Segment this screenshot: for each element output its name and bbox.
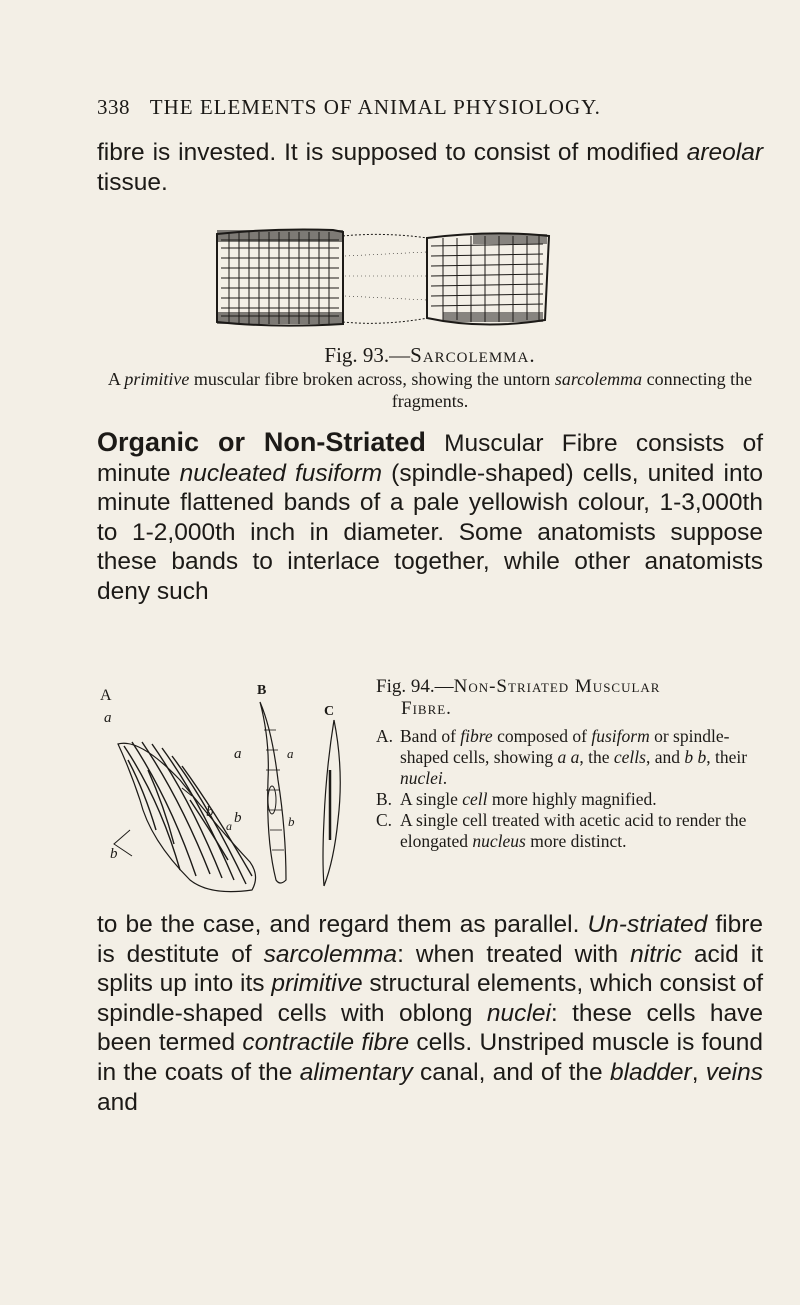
fig94-label-b-b: b (288, 814, 295, 829)
fig94-label-C: C (324, 704, 335, 719)
item-label: A. (376, 726, 394, 746)
item-text: more highly magnified. (487, 789, 657, 809)
p3-text: to be the case, and regard them as parallel. (97, 911, 588, 938)
p3-italic: nitric (630, 940, 682, 968)
item-label: B. (376, 789, 393, 809)
p3-text: cells. Unstriped muscle is found in the coats of the (97, 1029, 763, 1086)
running-title: THE ELEMENTS OF ANIMAL PHYSIOLOGY. (149, 95, 601, 119)
item-text: A single cell treated with acetic acid to render the elongated (400, 810, 747, 851)
p3-text: , (691, 1058, 706, 1086)
item-italic: nucleus (472, 831, 526, 851)
p2-heading: Organic or Non-Striated (97, 427, 426, 457)
p3-italic: nuclei (486, 999, 551, 1027)
p3-italic: alimentary (299, 1058, 413, 1086)
figure-93-title: Sarcolemma. (410, 343, 536, 367)
running-header (97, 95, 737, 120)
item-text: more distinct. (525, 831, 627, 851)
fig94-label-B: B (257, 683, 267, 698)
fig94-label-a-mid: a (234, 746, 242, 762)
p3-text: : when treated with (397, 940, 631, 968)
f93-legend-italic-2: sarcolemma (554, 369, 643, 389)
item-text: or spindle-shaped cells, showing (400, 726, 730, 767)
p3-italic: bladder (609, 1058, 692, 1086)
figure-94-number: Fig. 94.— (376, 676, 454, 697)
figure-94-item-B (376, 789, 766, 810)
fig94-label-a-top: a (104, 710, 112, 726)
p1-italic-areolar: areolar (686, 139, 763, 166)
fig94-label-A: A (100, 687, 112, 704)
item-italic: nuclei (400, 768, 443, 788)
f93-legend-text-3: connecting the fragments. (391, 369, 753, 411)
figure-94-title (376, 676, 766, 698)
item-body (400, 810, 766, 852)
p1-text-1: fibre is invested. It is supposed to consist of modified (97, 139, 687, 166)
fig94-label-b-c: b (110, 846, 118, 862)
p2-text-1: Muscular Fibre consists of minute (97, 430, 764, 487)
p3-italic: Un-striated (587, 911, 708, 938)
item-label: C. (376, 810, 393, 830)
p2-italic-1: nucleated fusiform (179, 459, 383, 487)
p3-text: structural elements, which consist of spindle-shaped cells with oblong (97, 970, 763, 1027)
item-text: , their (706, 747, 748, 767)
p3-italic: primitive (271, 970, 363, 998)
item-text: , and (645, 747, 685, 767)
p3-text: and (97, 1088, 138, 1116)
figure-94-title-line1: Non-Striated Muscular (453, 676, 661, 697)
item-text: composed of (492, 726, 592, 746)
figure-93-number: Fig. 93.— (324, 343, 411, 367)
fig94-label-b-right: b (206, 804, 214, 820)
p1-text-2: tissue. (97, 168, 168, 196)
item-text: Band of (400, 726, 461, 746)
figure-93-legend (97, 368, 763, 412)
paragraph-2 (97, 428, 763, 607)
f93-legend-text-2: muscular fibre broken across, showing the untorn (189, 369, 555, 389)
item-italic: cell (462, 789, 488, 809)
non-striated-fibre-illustration (100, 680, 360, 900)
item-body (400, 726, 766, 789)
item-italic: cells (613, 747, 646, 767)
item-italic: b b (684, 747, 707, 767)
figure-93-caption (97, 343, 763, 368)
p3-italic: sarcolemma (263, 940, 398, 968)
item-italic: a a (557, 747, 580, 767)
fig94-label-b-left: b (234, 810, 242, 826)
fig94-label-a-low: a (226, 819, 232, 833)
figure-94-title-line2: Fibre. (401, 698, 452, 719)
paragraph-1 (97, 138, 763, 197)
item-text: , the (579, 747, 614, 767)
p2-text-2: (spindle-shaped) cells, united into minute flattened bands of a pale yellowish colour, 1-3,000th to 1-2,000th inch in diameter. Some anatomists suppose these bands to interlace together, while other anatomists deny such (97, 459, 764, 605)
item-body (400, 789, 766, 810)
item-italic: fusiform (591, 726, 650, 746)
figure-94-caption (376, 676, 766, 852)
p3-italic: contractile fibre (242, 1029, 410, 1057)
p3-italic: veins (705, 1058, 763, 1086)
item-text: A single (400, 789, 463, 809)
p3-text: acid it splits up into its (97, 940, 764, 998)
sarcolemma-illustration (213, 226, 553, 330)
f93-legend-italic-1: primitive (124, 369, 190, 389)
p3-text: fibre is destitute of (97, 911, 763, 968)
figure-94-item-A (376, 726, 766, 789)
fig94-label-a-b: a (287, 746, 294, 761)
f93-legend-text-1: A (107, 369, 125, 389)
paragraph-3 (97, 910, 763, 1117)
figure-94-item-C (376, 810, 766, 852)
item-text: . (442, 768, 448, 788)
item-italic: fibre (460, 726, 493, 746)
p3-text: canal, and of the (412, 1058, 610, 1086)
p3-text: : these cells have been termed (97, 999, 763, 1057)
page-number: 338 (97, 95, 130, 119)
